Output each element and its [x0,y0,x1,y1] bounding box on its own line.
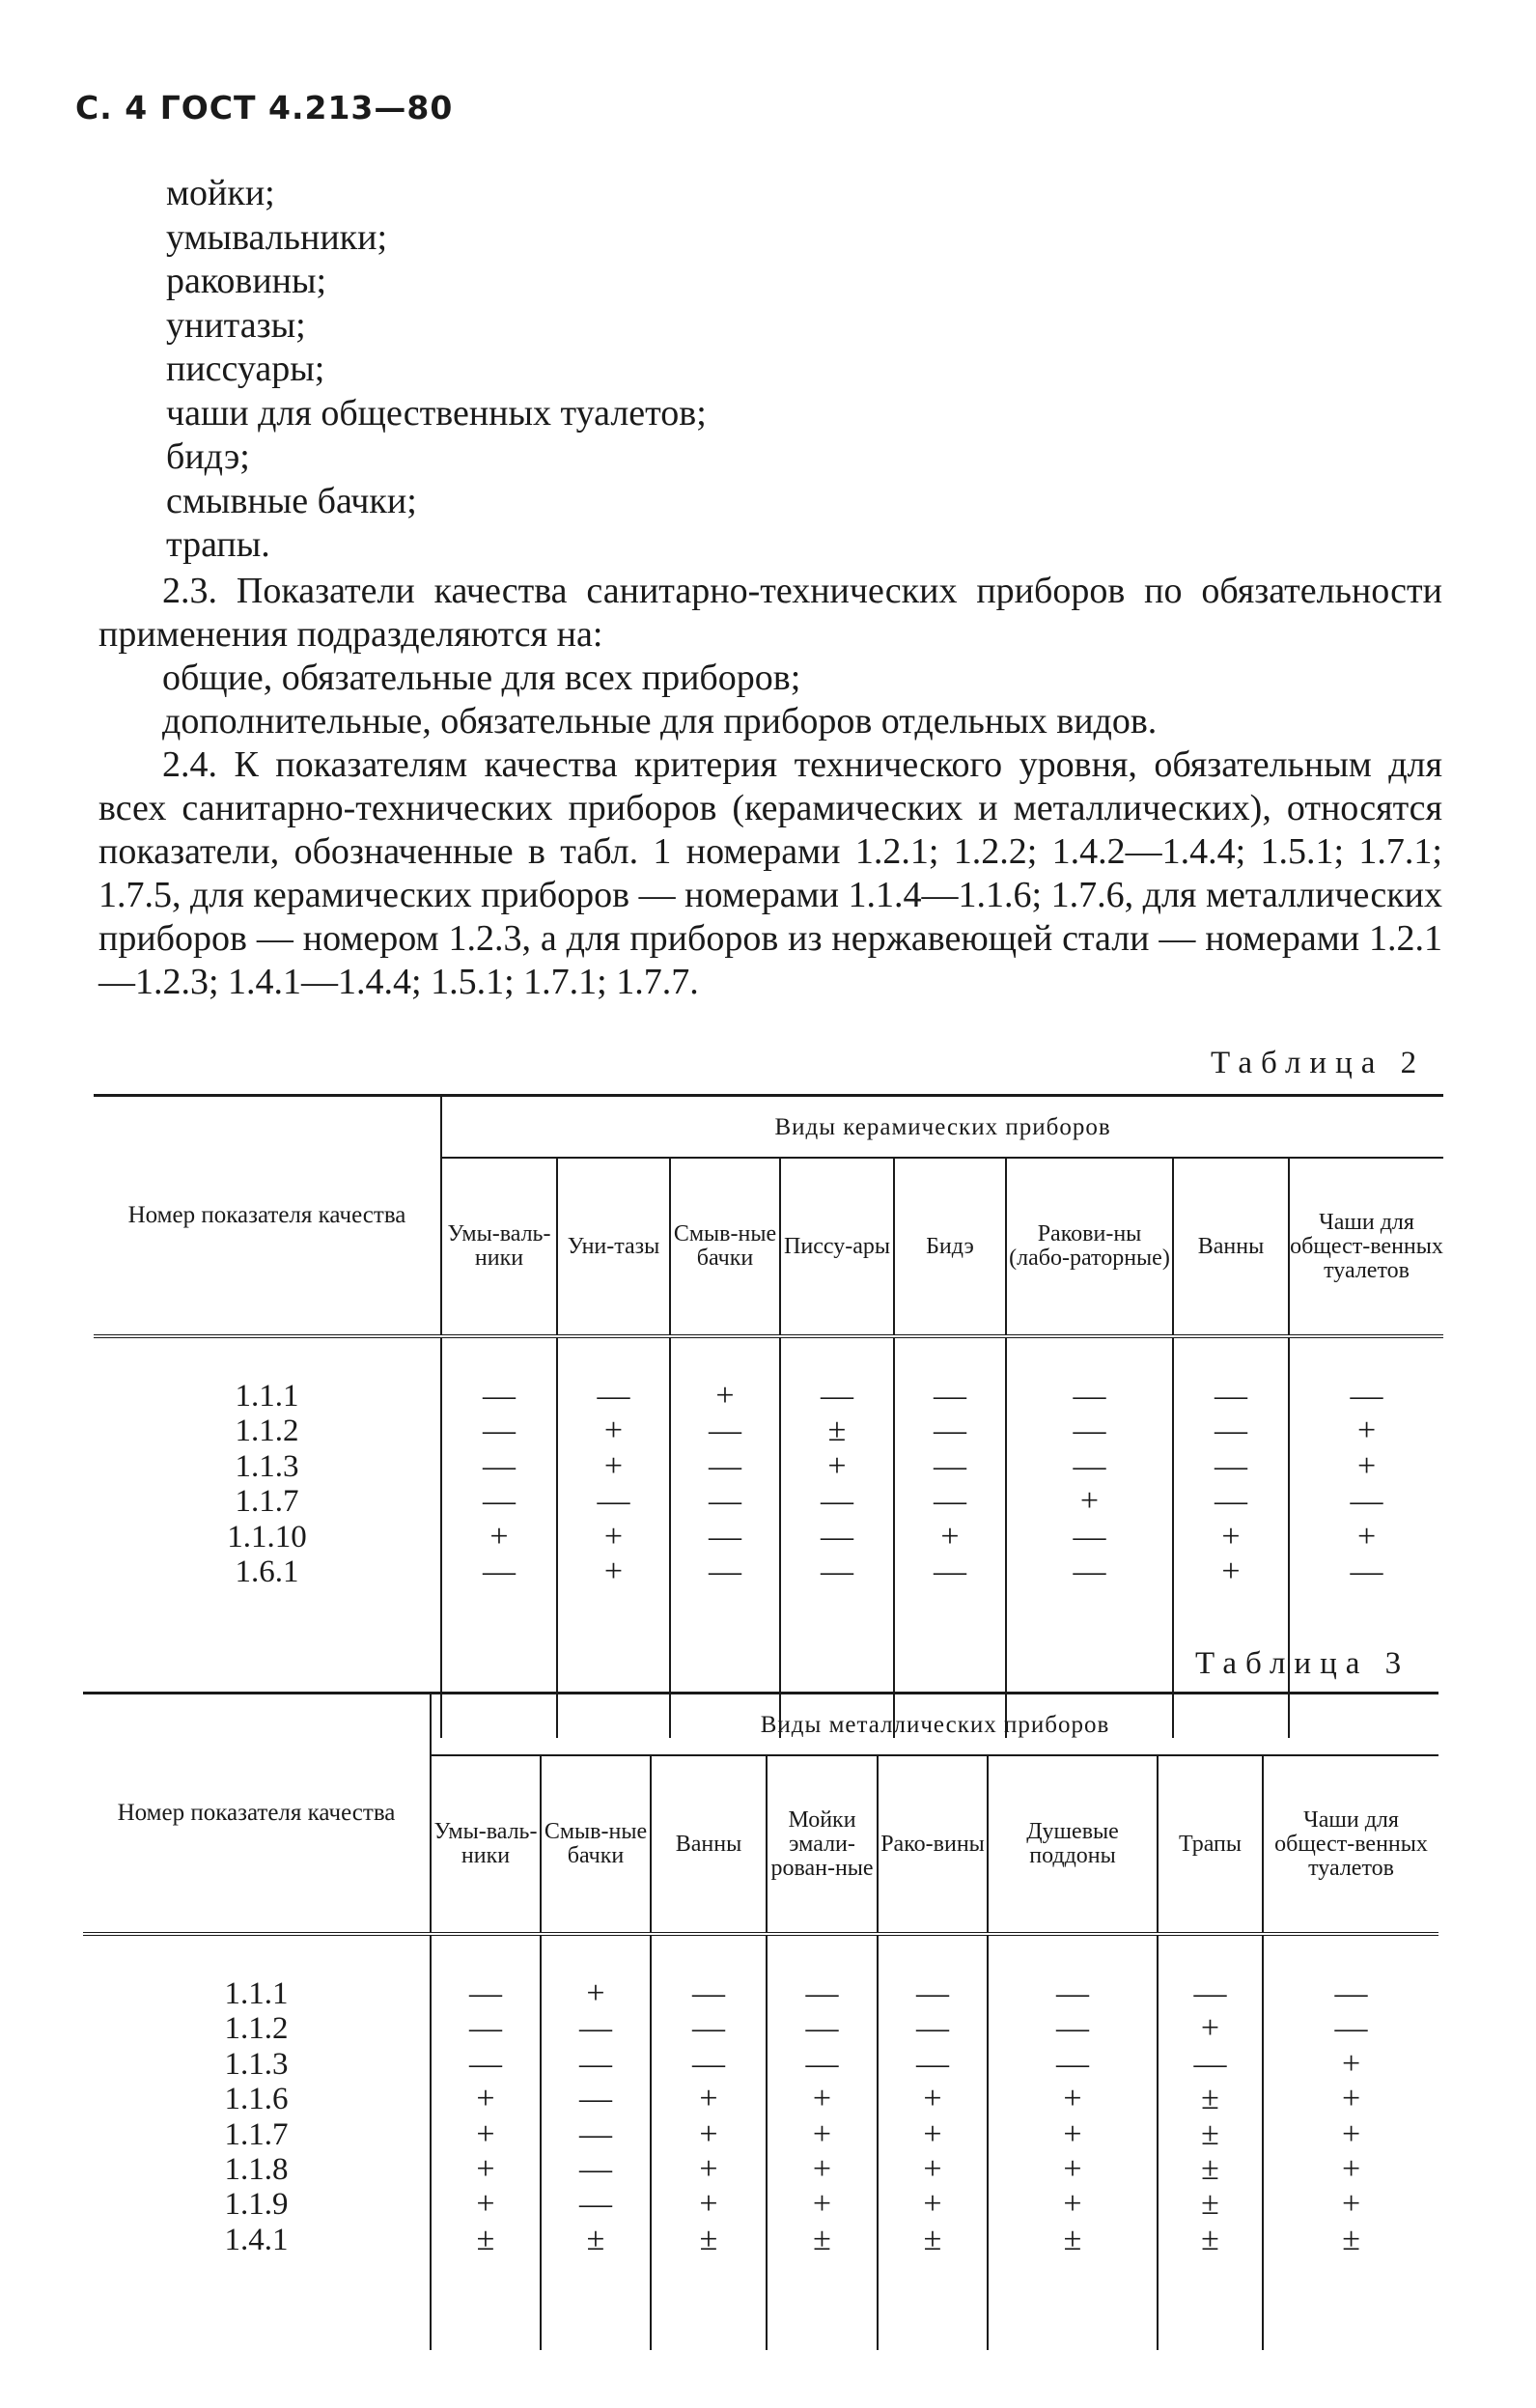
table-cell: — [934,1447,966,1484]
list-item: мойки; [166,173,275,213]
table-cell: ± [827,1413,847,1449]
indicator-number: 1.1.8 [224,2151,289,2187]
indicator-numbers [83,1934,431,2350]
column-header: Ванны [1173,1158,1289,1336]
value-column [431,1934,541,2350]
table-cell: + [923,2186,942,2223]
value-column [651,1934,767,2350]
value-column [1006,1336,1173,1738]
table-cell: + [812,2186,832,2223]
table-cell: + [699,2150,718,2187]
table-cell: + [1079,1483,1100,1520]
table-metal-devices [83,1692,1438,2350]
column-header: Трапы [1158,1755,1263,1934]
indicator-number: 1.1.10 [227,1519,307,1554]
indicator-number: 1.4.1 [224,2222,289,2257]
column-header: Ракови-ны (лабо-раторные) [1006,1158,1173,1336]
column-header: Смыв-ные бачки [670,1158,780,1336]
table-cell: + [476,2081,495,2117]
table-cell: + [827,1447,847,1484]
table-cell: — [1073,1378,1106,1414]
table-cell: — [805,2045,839,2082]
table-cell: — [1056,2010,1089,2047]
table-cell: — [469,2045,502,2082]
value-column [878,1934,988,2350]
table-cell: — [483,1378,516,1414]
table-cell: — [1350,1483,1383,1520]
indicator-number: 1.1.9 [224,2187,289,2223]
table-cell: + [586,1975,605,2011]
table-cell: — [1073,1518,1106,1554]
group-header: Виды металлических приборов [431,1694,1438,1756]
indicator-number: 1.1.7 [235,1484,299,1520]
value-column [1158,1934,1263,2350]
table-cell: + [476,2150,495,2187]
table-cell: + [923,2081,942,2117]
group-header: Виды керамических приборов [441,1096,1443,1159]
table-cell: — [579,2150,612,2187]
column-header: Умы-валь-ники [433,1819,538,1868]
table-cell: + [603,1413,624,1449]
table-cell: — [916,1975,949,2011]
column-header: Смыв-ные бачки [541,1755,651,1934]
value-column [541,1934,651,2350]
indicator-number: 1.1.3 [224,2046,289,2082]
table-cell: — [579,2186,612,2223]
table-cell: — [1193,2045,1227,2082]
table-cell: + [940,1518,960,1554]
table-cell: + [812,2115,832,2152]
table-cell: — [1056,2045,1089,2082]
column-header: Чаши для общест-венных туалетов [1289,1158,1443,1336]
list-item: трапы. [166,524,270,565]
table-cell: + [1221,1518,1241,1554]
table-cell: — [709,1483,741,1520]
list-item: раковины; [166,261,327,301]
table-cell: + [923,2115,942,2152]
paragraph-2-3: 2.3. Показатели качества санитарно-технических приборов по обязательности применения подразделяются на: [98,571,1442,655]
indicator-number: 1.1.1 [224,1976,289,2011]
table-cell: + [603,1518,624,1554]
table-cell: + [1063,2150,1082,2187]
list-item: смывные бачки; [166,480,417,521]
table-cell: — [821,1553,853,1589]
table-cell: ± [586,2221,605,2257]
table-cell: + [1221,1553,1241,1589]
column-header: Рако-вины [878,1755,988,1934]
table-cell: — [1056,1975,1089,2011]
table-cell: ± [699,2221,718,2257]
table-cell: + [1063,2186,1082,2223]
table-cell: — [597,1483,630,1520]
table-cell: + [812,2081,832,2117]
list-item: унитазы; [166,304,306,346]
table-cell: + [1200,2010,1220,2047]
indicator-numbers [94,1336,441,1738]
column-header: Мойки эмали-рован-ные [767,1755,878,1934]
table-cell: — [709,1447,741,1484]
page-header: С. 4 ГОСТ 4.213—80 [75,89,454,126]
list-item: писсуары; [166,349,325,389]
table-cell: — [1073,1553,1106,1589]
table-cell: ± [1201,2115,1219,2152]
table-cell: — [469,2010,502,2047]
paragraph-2-3-general: общие, обязательные для всех приборов; [162,658,801,698]
indicator-number: 1.6.1 [235,1554,299,1589]
table-cell: — [692,1975,725,2011]
table-cell: + [1341,2115,1361,2152]
table-cell: — [1215,1483,1247,1520]
table-cell: + [923,2150,942,2187]
table-cell: ± [923,2221,942,2257]
table2-caption: Таблица 2 [1211,1046,1426,1080]
indicator-number: 1.1.3 [235,1448,299,1484]
table-body [83,1934,1438,2350]
table-cell: + [699,2115,718,2152]
table-cell: — [1334,1975,1368,2011]
value-column [988,1934,1158,2350]
table-cell: — [1073,1447,1106,1484]
table-cell: — [709,1413,741,1449]
table-cell: — [597,1378,630,1414]
indicator-number: 1.1.7 [224,2116,289,2152]
table-cell: + [715,1378,735,1414]
value-column [670,1336,780,1738]
table-cell: + [1341,2081,1361,2117]
table-cell: — [483,1553,516,1589]
value-column [780,1336,894,1738]
table3-caption: Таблица 3 [1195,1646,1410,1681]
table-cell: — [934,1378,966,1414]
table-cell: ± [813,2221,831,2257]
value-column [767,1934,878,2350]
column-header: Чаши для общест-венных туалетов [1263,1755,1438,1934]
column-header: Уни-тазы [557,1158,670,1336]
column-header: Писсу-ары [780,1158,894,1336]
row-header: Номер показателя качества [94,1096,441,1337]
table-cell: — [1350,1553,1383,1589]
paragraph-2-3-additional: дополнительные, обязательные для приборов отдельных видов. [162,701,1158,742]
table-cell: — [1215,1378,1247,1414]
table-cell: + [603,1447,624,1484]
indicator-number: 1.1.1 [235,1379,299,1414]
table-cell: — [821,1378,853,1414]
table-cell: — [1073,1413,1106,1449]
table-cell: — [805,1975,839,2011]
table-cell: + [476,2115,495,2152]
value-column [441,1336,557,1738]
table-cell: — [1215,1413,1247,1449]
table-cell: — [1350,1378,1383,1414]
table-cell: + [1341,2045,1361,2082]
table-cell: + [812,2150,832,2187]
table-cell: + [603,1553,624,1589]
table-cell: — [483,1447,516,1484]
table-cell: + [1341,2150,1361,2187]
table-cell: + [1356,1518,1377,1554]
table-cell: — [916,2045,949,2082]
table-cell: — [805,2010,839,2047]
list-item: умывальники; [166,216,388,258]
table-cell: ± [1063,2221,1082,2257]
table-cell: — [934,1483,966,1520]
indicator-number: 1.1.2 [224,2011,289,2047]
table-cell: — [709,1553,741,1589]
table-cell: — [579,2115,612,2152]
table-cell: + [1063,2115,1082,2152]
table-cell: + [476,2186,495,2223]
column-header: Бидэ [894,1158,1006,1336]
column-header: Ванны [651,1755,767,1934]
table-cell: + [1356,1413,1377,1449]
table-cell: — [934,1553,966,1589]
table-cell: — [821,1518,853,1554]
column-header: Умы-валь-ники [447,1221,551,1271]
table-cell: ± [476,2221,495,2257]
table-cell: + [489,1518,509,1554]
table-cell: — [934,1413,966,1449]
row-header: Номер показателя качества [83,1694,431,1935]
table-cell: — [1334,2010,1368,2047]
body-text [98,570,1442,1004]
table-ceramic-devices [94,1094,1443,1738]
indicator-number: 1.1.2 [235,1414,299,1449]
table-cell: ± [1201,2150,1219,2187]
device-type-list [166,172,707,568]
paragraph-2-4: 2.4. К показателям качества критерия технического уровня, обязательным для всех санитарно-технических приборов (керамических и металлических), относятся показатели, обозначенные в табл. 1 номерами 1.2.1; 1.2.2; 1.4.2—1.4.4; 1.5.1; 1.7.1; 1.7.5, для керамических приборов — номерами 1.1.4—1.1.6; 1.7.6, для металлических приборов — номером 1.2.3, а для приборов из нержавеющей стали — номерами 1.2.1—1.2.3; 1.4.1—1.4.4; 1.5.1; 1.7.1; 1.7.7. [98,744,1442,1002]
value-column [557,1336,670,1738]
indicator-number: 1.1.6 [224,2082,289,2117]
table-cell: ± [1201,2081,1219,2117]
column-header: Душевые поддоны [988,1755,1158,1934]
table-cell: + [699,2081,718,2117]
table-cell: — [483,1413,516,1449]
table-cell: + [699,2186,718,2223]
table-cell: ± [1201,2221,1219,2257]
table-cell: ± [1342,2221,1360,2257]
table-cell: — [916,2010,949,2047]
table-cell: ± [1201,2186,1219,2223]
table-cell: — [1193,1975,1227,2011]
table-cell: — [692,2010,725,2047]
table-cell: + [1063,2081,1082,2117]
table-cell: — [579,2045,612,2082]
table-cell: — [709,1518,741,1554]
table-cell: — [579,2010,612,2047]
list-item: чаши для общественных туалетов; [166,392,707,434]
table-cell: — [821,1483,853,1520]
table-cell: — [469,1975,502,2011]
table-cell: — [579,2081,612,2117]
table-cell: + [1356,1447,1377,1484]
value-column [1263,1934,1438,2350]
table-cell: — [1215,1447,1247,1484]
table-cell: — [692,2045,725,2082]
value-column [894,1336,1006,1738]
table-cell: — [483,1483,516,1520]
list-item: бидэ; [166,436,250,477]
table-cell: + [1341,2186,1361,2223]
